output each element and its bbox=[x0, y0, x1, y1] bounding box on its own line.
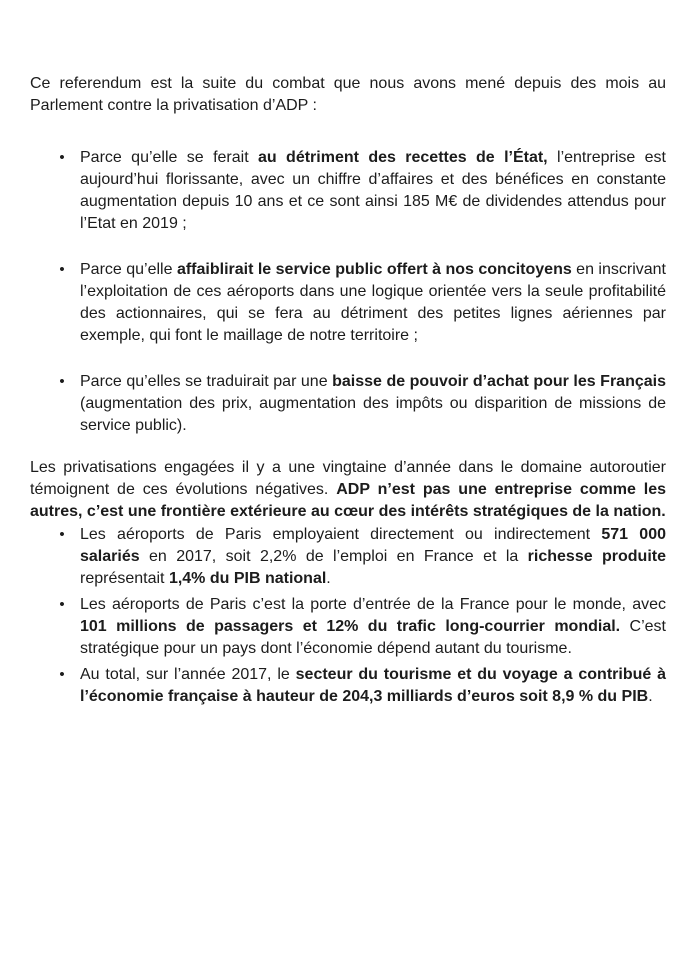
bullet-icon: • bbox=[59, 373, 65, 390]
list-item-text: Parce qu’elles se traduirait par une baisse de pouvoir d’achat pour les Français (augmentation des prix, augmentation des impôts ou disparition de missions de service public). bbox=[80, 373, 666, 434]
list-item bbox=[30, 594, 666, 660]
list-item bbox=[30, 524, 666, 590]
list-item-text: Les aéroports de Paris employaient directement ou indirectement 571 000 salariés en 2017, soit 2,2% de l’emploi en France et la richesse produite représentait 1,4% du PIB national. bbox=[80, 526, 667, 587]
list-item-text: Les aéroports de Paris c’est la porte d’entrée de la France pour le monde, avec 101 millions de passagers et 12% du trafic long-courrier mondial. C’est stratégique pour un pays dont l’économie dépend autant du tourisme. bbox=[80, 596, 666, 657]
list-item bbox=[30, 147, 666, 235]
bullet-icon: • bbox=[59, 666, 65, 683]
bullet-icon: • bbox=[59, 149, 65, 166]
bullet-icon: • bbox=[59, 526, 65, 543]
list-item bbox=[30, 664, 666, 708]
middle-paragraph: Les privatisations engagées il y a une vingtaine d’année dans le domaine autoroutier témoignent de ces évolutions négatives. ADP n’est pas une entreprise comme les autres, c’est une frontière extérieure au cœur des intérêts stratégiques de la nation. bbox=[30, 459, 667, 520]
bullet-icon: • bbox=[59, 596, 65, 613]
list-item bbox=[30, 371, 666, 437]
list-item-text: Parce qu’elle se ferait au détriment des recettes de l’État, l’entreprise est aujourd’hui florissante, avec un chiffre d’affaires et des bénéfices en constante augmentation depuis 10 ans et ce sont ainsi 185 M€ de dividendes attendus pour l’Etat en 2019 ; bbox=[80, 149, 666, 232]
list-item-text: Parce qu’elle affaiblirait le service public offert à nos concitoyens en inscrivant l’exploitation de ces aéroports dans une logique orientée vers la seule profitabilité des actionnaires, qui se fera au détriment des petites lignes aériennes par exemple, qui font le maillage de notre territoire ; bbox=[80, 261, 666, 344]
list-item-text: Au total, sur l’année 2017, le secteur du tourisme et du voyage a contribué à l’économie française à hauteur de 204,3 milliards d’euros soit 8,9 % du PIB. bbox=[80, 666, 667, 705]
list-item bbox=[30, 259, 666, 347]
bullet-icon: • bbox=[59, 261, 65, 278]
intro-paragraph: Ce referendum est la suite du combat que nous avons mené depuis des mois au Parlement contre la privatisation d’ADP : bbox=[30, 75, 666, 114]
facts-list bbox=[30, 524, 666, 708]
reasons-list bbox=[30, 147, 666, 437]
